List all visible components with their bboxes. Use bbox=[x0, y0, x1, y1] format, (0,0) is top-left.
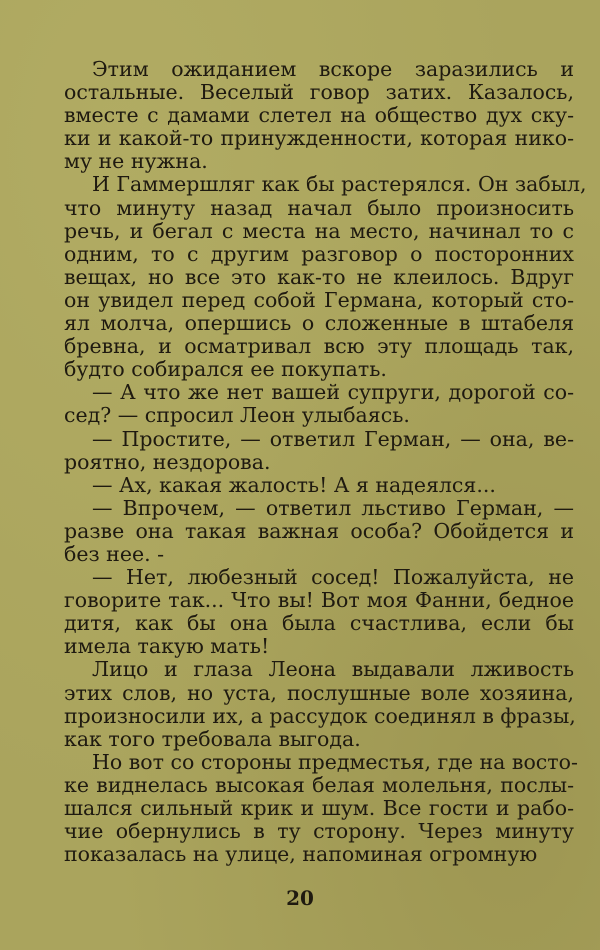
text-line: ке виднелась высокая белая молельня, послы- bbox=[64, 772, 574, 797]
text-line: вещах, но все это как-то не клеилось. Вдруг bbox=[64, 264, 574, 289]
text-line: как того требовала выгода. bbox=[64, 726, 361, 751]
text-line: остальные. Веселый говор затих. Казалось, bbox=[64, 80, 574, 105]
paragraph bbox=[64, 749, 578, 867]
paragraph bbox=[64, 497, 574, 566]
text-line: говорите так... Что вы! Вот моя Фанни, бедное bbox=[64, 588, 574, 613]
text-line: имела такую мать! bbox=[64, 634, 270, 659]
text-line: дитя, как бы она была счастлива, если бы bbox=[64, 611, 574, 636]
text-line: — Впрочем, — ответил льстиво Герман, — bbox=[92, 495, 574, 520]
text-line: — Простите, — ответил Герман, — она, ве- bbox=[92, 426, 574, 451]
paragraph bbox=[64, 58, 574, 173]
text-line: ки и какой-то принужденности, которая нико- bbox=[64, 126, 574, 151]
paragraph bbox=[64, 474, 574, 497]
text-line: будто собирался ее покупать. bbox=[64, 357, 387, 382]
paragraph bbox=[64, 381, 574, 427]
paragraph bbox=[64, 566, 574, 658]
text-line: произносили их, а рассудок соединял в фразы, bbox=[64, 703, 576, 728]
paragraph bbox=[64, 658, 574, 750]
text-line: без нее. - bbox=[64, 541, 165, 566]
paragraph bbox=[64, 172, 587, 382]
page-number: 20 bbox=[286, 886, 314, 910]
text-line: разве она такая важная особа? Обойдется и bbox=[64, 518, 574, 543]
text-line: Но вот со стороны предместья, где на восто- bbox=[92, 749, 578, 774]
text-line: сед? — спросил Леон улыбаясь. bbox=[64, 403, 410, 428]
text-line: этих слов, но уста, послушные воле хозяина, bbox=[64, 680, 574, 705]
text-line: — А что же нет вашей супруги, дорогой со- bbox=[92, 380, 574, 405]
text-line: вместе с дамами слетел на общество дух ску- bbox=[64, 103, 574, 128]
text-line: одним, то с другим разговор о посторонних bbox=[64, 241, 574, 266]
body-text bbox=[64, 57, 587, 867]
text-line: он увидел перед собой Германа, который сто- bbox=[64, 287, 574, 312]
text-line: чие обернулись в ту сторону. Через минуту bbox=[64, 819, 574, 844]
text-line: — Ах, какая жалость! А я надеялся... bbox=[92, 472, 496, 497]
text-line: показалась на улице, напоминая огромную bbox=[64, 842, 538, 867]
text-line: что минуту назад начал было произносить bbox=[64, 195, 574, 220]
text-line: роятно, нездорова. bbox=[64, 449, 271, 474]
text-line: шался сильный крик и шум. Все гости и рабо- bbox=[64, 796, 574, 820]
paragraph bbox=[64, 428, 574, 474]
text-line: И Гаммершляг как бы растерялся. Он забыл, bbox=[92, 172, 587, 197]
text-line: Этим ожиданием вскоре заразились и bbox=[92, 57, 574, 81]
text-line: — Нет, любезный сосед! Пожалуйста, не bbox=[92, 565, 574, 590]
text-line: бревна, и осматривал всю эту площадь так, bbox=[64, 334, 574, 359]
text-line: Лицо и глаза Леона выдавали лживость bbox=[92, 657, 574, 682]
text-line: му не нужна. bbox=[64, 149, 208, 174]
text-line: ял молча, опершись о сложенные в штабеля bbox=[64, 311, 574, 336]
text-line: речь, и бегал с места на место, начинал то с bbox=[64, 218, 574, 243]
